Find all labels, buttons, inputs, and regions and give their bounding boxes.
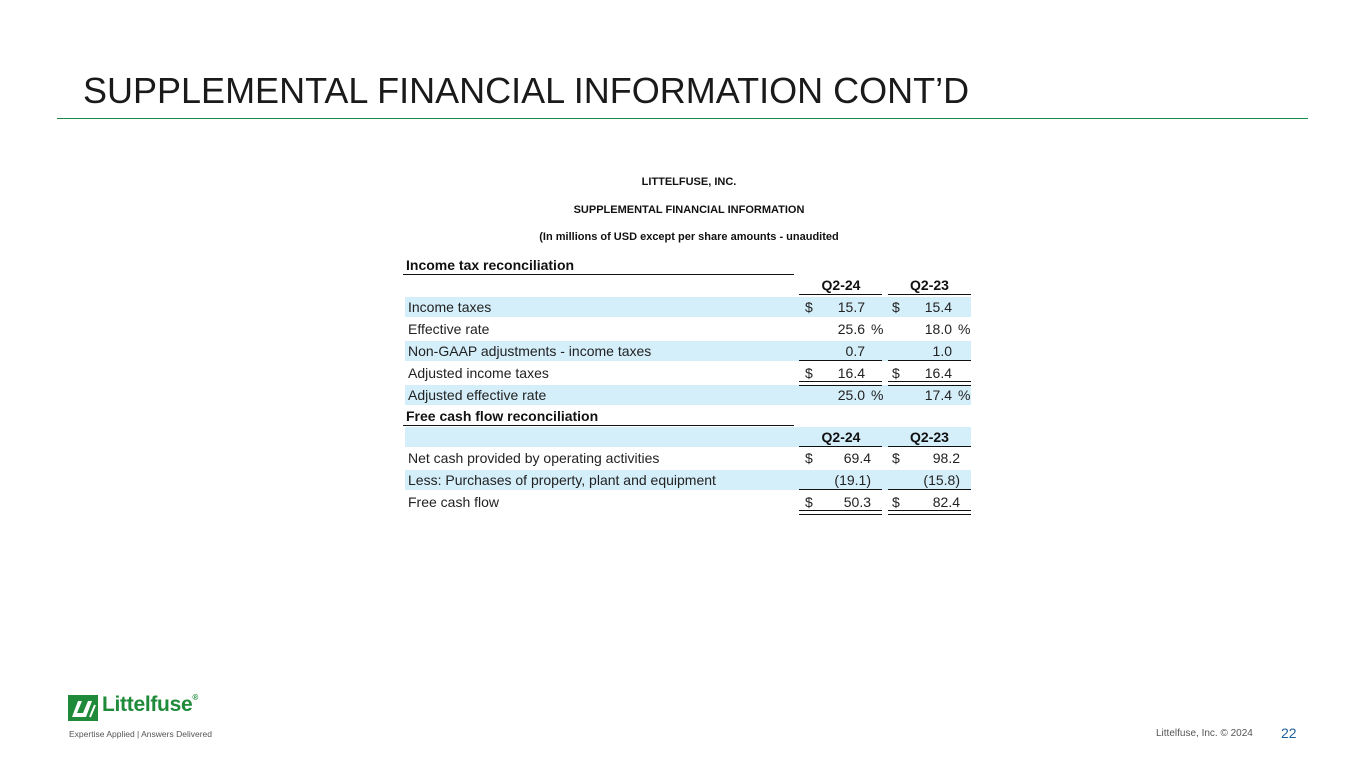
col-rule — [888, 446, 971, 447]
value-q2-24: (19.1) — [834, 472, 871, 488]
value-q2-23: 17.4 — [924, 387, 952, 403]
value-q2-24: 15.7 — [837, 299, 865, 315]
table-row — [405, 363, 971, 383]
page-number: 22 — [1281, 725, 1297, 741]
percent-sign: % — [958, 387, 971, 403]
table-row — [405, 448, 971, 468]
currency-symbol: $ — [892, 299, 900, 315]
slide-title: SUPPLEMENTAL FINANCIAL INFORMATION CONT’D — [83, 70, 970, 111]
currency-symbol: $ — [892, 450, 900, 466]
currency-symbol: $ — [805, 365, 813, 381]
currency-symbol: $ — [892, 365, 900, 381]
value-q2-24: 16.4 — [837, 365, 865, 381]
row-label: Net cash provided by operating activities — [408, 450, 660, 466]
col-rule — [888, 294, 971, 295]
table-row — [405, 341, 971, 361]
total-double-rule — [888, 510, 971, 515]
table-subtitle: SUPPLEMENTAL FINANCIAL INFORMATION — [573, 204, 805, 216]
footer-copyright: Littelfuse, Inc. © 2024 — [1156, 728, 1253, 739]
row-label: Effective rate — [408, 321, 490, 337]
row-label: Free cash flow — [408, 494, 500, 510]
row-label: Less: Purchases of property, plant and equipment — [408, 472, 716, 488]
title-divider — [57, 118, 1308, 119]
value-q2-23: 1.0 — [932, 343, 952, 359]
value-q2-23: 98.2 — [932, 450, 960, 466]
row-label: Adjusted income taxes — [408, 365, 549, 381]
table-row — [405, 470, 971, 490]
value-q2-23: 16.4 — [924, 365, 952, 381]
section-rule — [403, 425, 794, 426]
value-q2-23: 18.0 — [924, 321, 952, 337]
currency-symbol: $ — [892, 494, 900, 510]
percent-sign: % — [871, 321, 884, 337]
table-row — [405, 319, 971, 339]
littelfuse-logo-icon — [68, 693, 98, 723]
value-q2-24: 0.7 — [845, 343, 865, 359]
value-q2-24: 25.6 — [837, 321, 865, 337]
table-company: LITTELFUSE, INC. — [641, 176, 737, 188]
total-double-rule — [799, 381, 882, 386]
currency-symbol: $ — [805, 494, 813, 510]
total-double-rule — [888, 381, 971, 386]
row-label: Adjusted effective rate — [408, 387, 547, 403]
col-header-q2-24: Q2-24 — [821, 429, 861, 445]
col-header-q2-23: Q2-23 — [910, 429, 949, 445]
subtotal-rule — [888, 489, 971, 490]
value-q2-23: (15.8) — [923, 472, 960, 488]
row-label: Income taxes — [408, 299, 492, 315]
fcf-header-row — [405, 427, 971, 447]
percent-sign: % — [871, 387, 884, 403]
value-q2-23: 15.4 — [924, 299, 952, 315]
subtotal-rule — [799, 360, 882, 361]
percent-sign: % — [958, 321, 971, 337]
table-row — [405, 385, 971, 405]
section-title-income-tax: Income tax reconciliation — [406, 257, 575, 273]
value-q2-23: 82.4 — [932, 494, 960, 510]
table-note: (In millions of USD except per share amounts - unaudited — [539, 231, 839, 243]
col-header-q2-24: Q2-24 — [821, 277, 861, 293]
logo-tagline: Expertise Applied | Answers Delivered — [69, 729, 213, 739]
table-row — [405, 297, 971, 317]
subtotal-rule — [799, 489, 882, 490]
total-double-rule — [799, 510, 882, 515]
table-row — [405, 492, 971, 512]
value-q2-24: 69.4 — [843, 450, 871, 466]
logo-wordmark: Littelfuse® — [102, 693, 198, 716]
col-rule — [799, 446, 882, 447]
value-q2-24: 25.0 — [837, 387, 865, 403]
row-label: Non-GAAP adjustments - income taxes — [408, 343, 652, 359]
subtotal-rule — [888, 360, 971, 361]
col-header-q2-23: Q2-23 — [910, 277, 949, 293]
section-rule — [403, 274, 794, 275]
col-rule — [799, 294, 882, 295]
section-title-fcf: Free cash flow reconciliation — [406, 408, 599, 424]
value-q2-24: 50.3 — [843, 494, 871, 510]
currency-symbol: $ — [805, 450, 813, 466]
currency-symbol: $ — [805, 299, 813, 315]
